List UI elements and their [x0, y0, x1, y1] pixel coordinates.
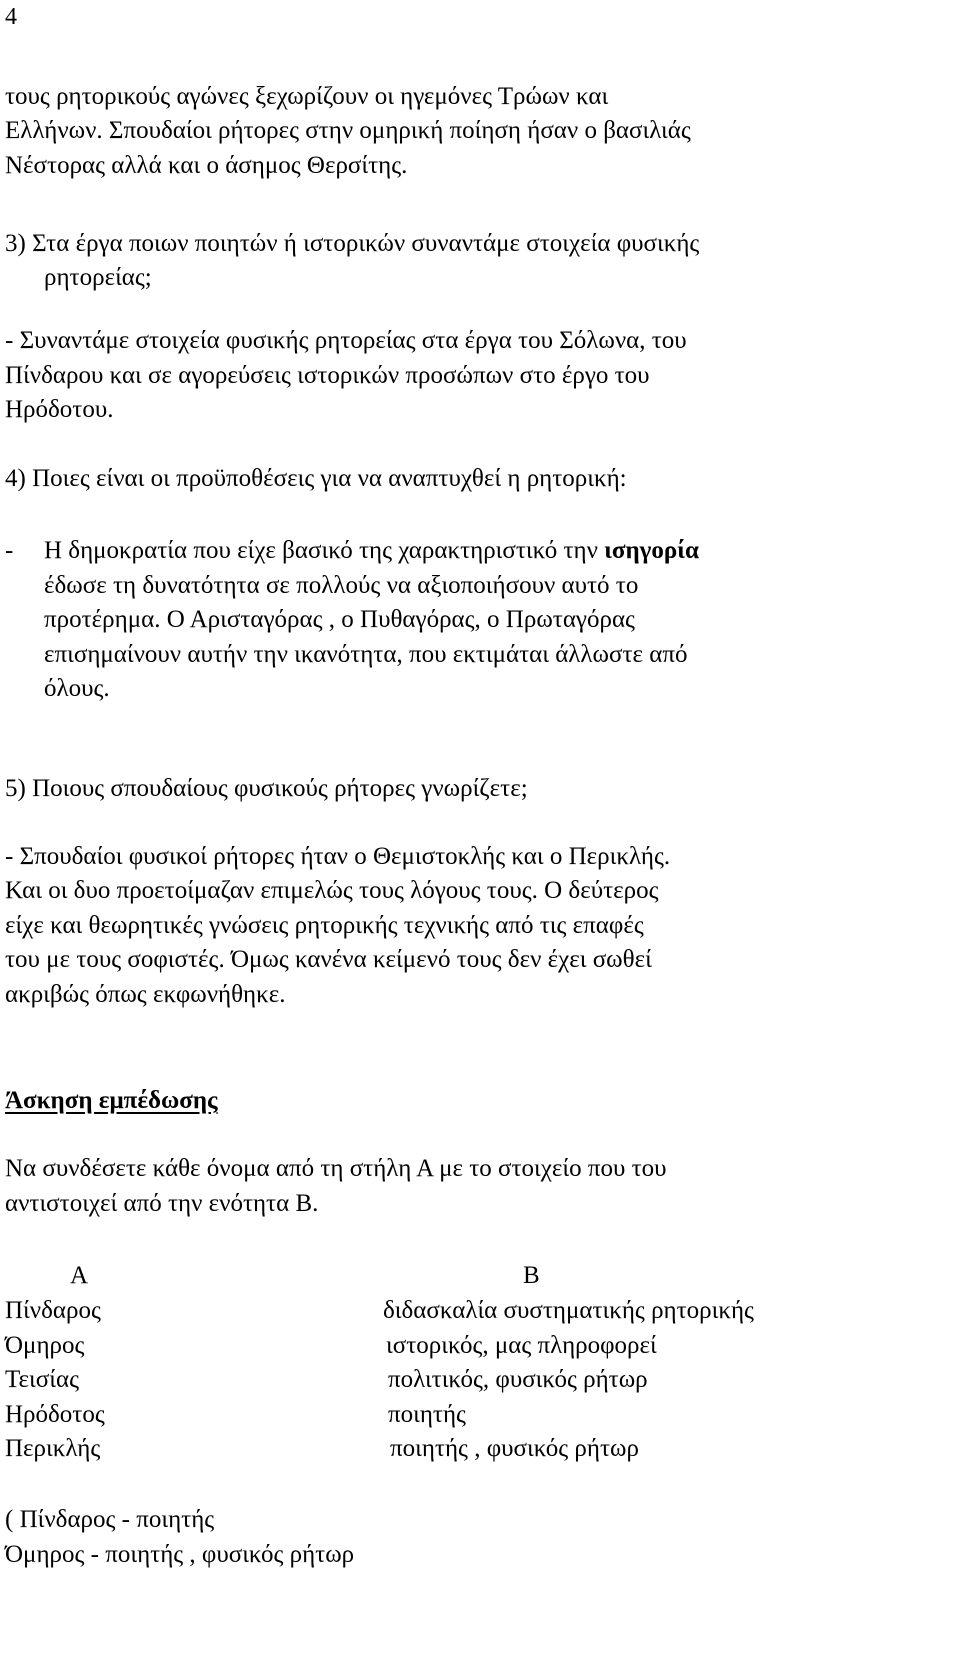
answer-5-line: είχε και θεωρητικές γνώσεις ρητορικής τεχνικής από τις επαφές	[5, 912, 644, 939]
page-number: 4	[5, 4, 17, 30]
column-a-item: Τεισίας	[5, 1366, 79, 1393]
text-line: Ελλήνων. Σπουδαίοι ρήτορες στην ομηρική ποίηση ήσαν ο βασιλιάς	[5, 117, 691, 144]
question-3: 3) Στα έργα ποιων ποιητών ή ιστορικών συναντάμε στοιχεία φυσικής	[5, 230, 700, 257]
column-b-item: διδασκαλία συστηματικής ρητορικής	[383, 1297, 754, 1324]
column-a-item: Όμηρος	[5, 1332, 85, 1359]
text-line: τους ρητορικούς αγώνες ξεχωρίζουν οι ηγεμόνες Τρώων και	[5, 83, 609, 110]
answer-4-line: όλους.	[44, 675, 110, 702]
column-b-header: Β	[523, 1262, 540, 1289]
column-a-item: Ηρόδοτος	[5, 1401, 105, 1428]
exercise-heading: Άσκηση εμπέδωσης	[5, 1087, 218, 1114]
answer-3-line: Πίνδαρου και σε αγορεύσεις ιστορικών προσώπων στο έργο του	[5, 362, 650, 389]
answer-4-line: επισημαίνουν αυτήν την ικανότητα, που εκτιμάται άλλωστε από	[44, 641, 688, 668]
answer-5-line: - Σπουδαίοι φυσικοί ρήτορες ήταν ο Θεμιστοκλής και ο Περικλής.	[5, 843, 671, 870]
exercise-answer-line: ( Πίνδαρος - ποιητής	[5, 1506, 215, 1533]
answer-4-line	[44, 538, 699, 563]
column-a-item: Περικλής	[5, 1435, 101, 1462]
column-b-item: πολιτικός, φυσικός ρήτωρ	[388, 1366, 648, 1393]
answer-5-line: του με τους σοφιστές. Όμως κανένα κείμενό τους δεν έχει σωθεί	[5, 946, 652, 973]
column-a-item: Πίνδαρος	[5, 1297, 101, 1324]
column-a-header: Α	[70, 1262, 89, 1289]
answer-3-line: - Συναντάμε στοιχεία φυσικής ρητορείας στα έργα του Σόλωνα, του	[5, 327, 687, 354]
answer-4-dash: -	[5, 537, 14, 564]
answer-3-line: Ηρόδοτου.	[5, 396, 114, 423]
answer-5-line: ακριβώς όπως εκφωνήθηκε.	[5, 981, 286, 1008]
column-b-item: ποιητής , φυσικός ρήτωρ	[390, 1435, 639, 1462]
question-3-continued: ρητορείας;	[44, 264, 152, 291]
answer-4-line: προτέρημα. Ο Αρισταγόρας , ο Πυθαγόρας, ο Πρωταγόρας	[44, 606, 635, 633]
exercise-answer-line: Όμηρος - ποιητής , φυσικός ρήτωρ	[5, 1541, 355, 1568]
question-4: 4) Ποιες είναι οι προϋποθέσεις για να αναπτυχθεί η ρητορική:	[5, 465, 627, 492]
answer-4-bold-term: ισηγορία	[604, 537, 699, 564]
text-line: Νέστορας αλλά και ο άσημος Θερσίτης.	[5, 152, 408, 179]
column-b-item: ποιητής	[388, 1401, 466, 1428]
answer-4-text: Η δημοκρατία που είχε βασικό της χαρακτηριστικό την	[44, 537, 605, 564]
answer-4-line: έδωσε τη δυνατότητα σε πολλούς να αξιοποιήσουν αυτό το	[44, 572, 639, 599]
exercise-instructions: Να συνδέσετε κάθε όνομα από τη στήλη Α με το στοιχείο που του	[5, 1155, 667, 1182]
column-b-item: ιστορικός, μας πληροφορεί	[386, 1332, 657, 1359]
exercise-instructions: αντιστοιχεί από την ενότητα Β.	[5, 1190, 319, 1217]
question-5: 5) Ποιους σπουδαίους φυσικούς ρήτορες γνωρίζετε;	[5, 775, 528, 802]
answer-5-line: Και οι δυο προετοίμαζαν επιμελώς τους λόγους τους. Ο δεύτερος	[5, 877, 659, 904]
